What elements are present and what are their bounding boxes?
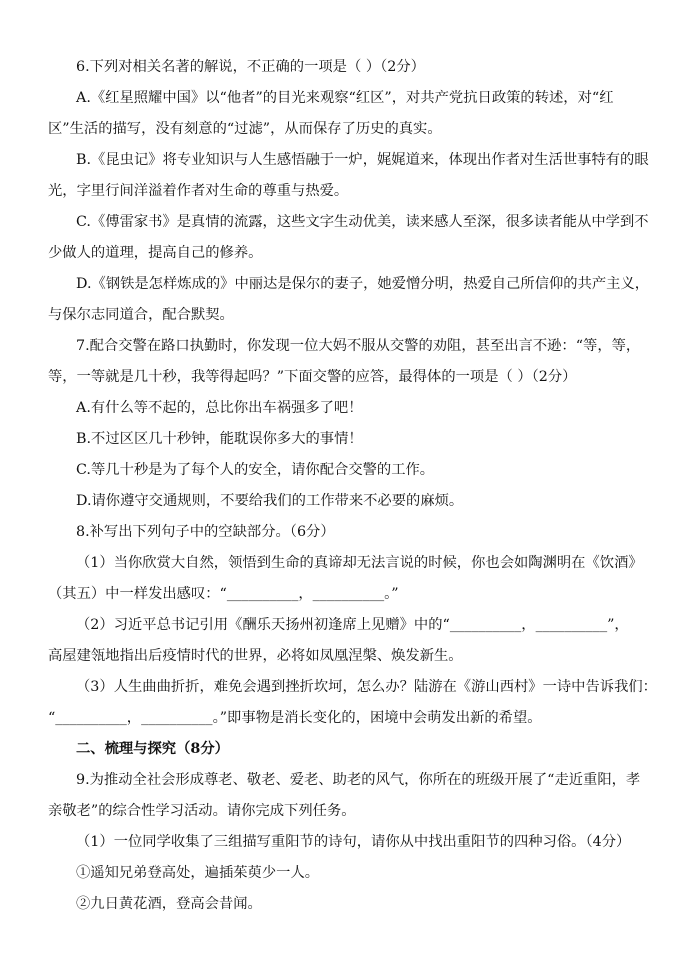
- question-9-stem-line1: 9.为推动全社会形成尊老、敬老、爱老、助老的风气，你所在的班级开展了“走近重阳，孝: [76, 772, 641, 788]
- q6-option-a-line1: A.《红星照耀中国》以“他者”的目光来观察“红区”，对共产党抗日政策的转述，对“红: [76, 90, 614, 106]
- q6-option-a-line2: 区”生活的描写，没有刻意的“过滤”，从而保存了历史的真实。: [48, 121, 442, 137]
- q6-option-d-line2: 与保尔志同道合，配合默契。: [48, 307, 234, 323]
- q8-item1-line2: （其五）中一样发出感叹：“__________，__________。”: [48, 586, 399, 602]
- q7-option-c: C.等几十秒是为了每个人的安全，请你配合交警的工作。: [76, 462, 435, 478]
- q9-task1: （1）一位同学收集了三组描写重阳节的诗句，请你从中找出重阳节的四种习俗。（4分）: [76, 834, 631, 850]
- q9-poem-1: ①遥知兄弟登高处，遍插茱萸少一人。: [76, 865, 320, 881]
- question-8-stem: 8.补写出下列句子中的空缺部分。（6分）: [76, 524, 335, 540]
- q6-option-b-line1: B.《昆虫记》将专业知识与人生感悟融于一炉，娓娓道来，体现出作者对生活世事特有的眼: [76, 152, 649, 168]
- q7-option-d: D.请你遵守交通规则，不要给我们的工作带来不必要的麻烦。: [76, 493, 464, 509]
- question-9-stem-line2: 亲敬老”的综合性学习活动。请你完成下列任务。: [48, 803, 356, 819]
- q6-option-c-line1: C.《傅雷家书》是真情的流露，这些文字生动优美，读来感人至深，很多读者能从中学到不: [76, 214, 649, 230]
- question-7-stem-line2: 等，一等就是几十秒，我等得起吗？”下面交警的应答，最得体的一项是（ ）（2分）: [48, 369, 577, 385]
- q6-option-b-line2: 光，字里行间洋溢着作者对生命的尊重与热爱。: [48, 183, 349, 199]
- q8-item2-line2: 高屋建瓴地指出后疫情时代的世界，必将如凤凰涅槃、焕发新生。: [48, 648, 463, 664]
- q8-item1-line1: （1）当你欣赏大自然，领悟到生命的真谛却无法言说的时候，你也会如陶渊明在《饮酒》: [76, 555, 643, 571]
- section-2-heading: 二、梳理与探究（8分）: [76, 741, 229, 757]
- q6-option-d-line1: D.《钢铁是怎样炼成的》中丽达是保尔的妻子，她爱憎分明，热爱自己所信仰的共产主义，: [76, 276, 650, 292]
- q8-item2-line1: （2）习近平总书记引用《酬乐天扬州初逢席上见赠》中的“__________，__________”，: [76, 617, 629, 633]
- q7-option-b: B.不过区区几十秒钟，能耽误你多大的事情！: [76, 431, 363, 447]
- question-6-stem: 6.下列对相关名著的解说，不正确的一项是（ ）（2分）: [76, 59, 425, 75]
- q6-option-c-line2: 少做人的道理，提高自己的修养。: [48, 245, 263, 261]
- question-7-stem-line1: 7.配合交警在路口执勤时，你发现一位大妈不服从交警的劝阻，甚至出言不逊：“等，等，: [76, 338, 641, 354]
- q9-poem-2: ②九日黄花酒，登高会昔闻。: [76, 896, 262, 912]
- q8-item3-line1: （3）人生曲曲折折，难免会遇到挫折坎坷，怎么办？陆游在《游山西村》一诗中告诉我们：: [76, 679, 657, 695]
- q7-option-a: A.有什么等不起的，总比你出车祸强多了吧！: [76, 400, 363, 416]
- q8-item3-line2: “__________，__________。”即事物是消长变化的，困境中会萌发出新的希望。: [48, 710, 542, 726]
